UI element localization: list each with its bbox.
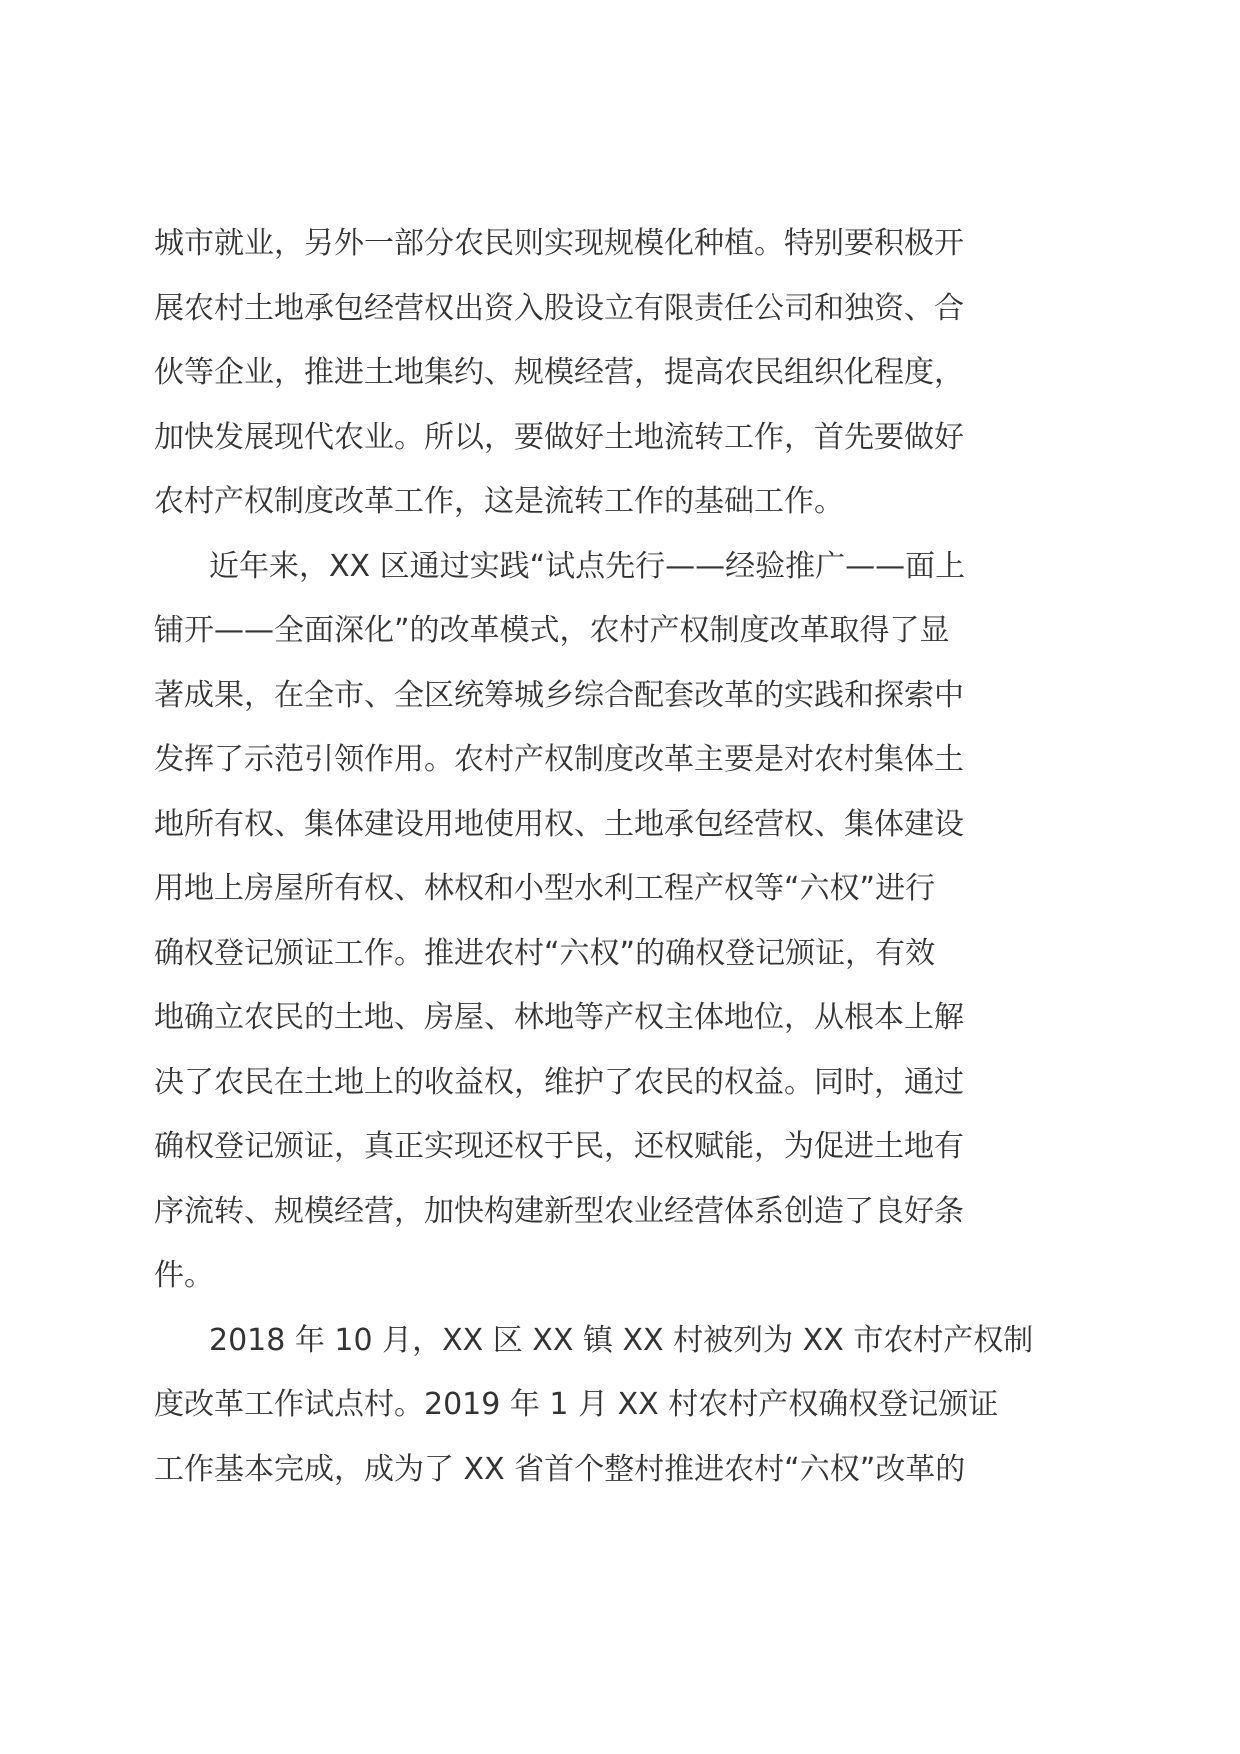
paragraph-2 xyxy=(154,535,1089,1309)
paragraph-line: 度改革工作试点村。2019 年 1 月 XX 村农村产权确权登记颁证 xyxy=(154,1387,999,1422)
paragraph-line: 地确立农民的土地、房屋、林地等产权主体地位，从根本上解 xyxy=(154,1000,964,1035)
paragraph-line: 伙等企业，推进土地集约、规模经营，提高农民组织化程度， xyxy=(154,355,964,390)
paragraph-line: 近年来，XX 区通过实践“试点先行——经验推广——面上 xyxy=(209,548,966,584)
document-body xyxy=(154,212,1089,1502)
paragraph-line: 用地上房屋所有权、林权和小型水利工程产权等“六权”进行 xyxy=(154,871,936,906)
paragraph-3 xyxy=(154,1309,1089,1503)
paragraph-1 xyxy=(154,212,1089,535)
paragraph-line: 确权登记颁证，真正实现还权于民，还权赋能，为促进土地有 xyxy=(154,1129,964,1164)
paragraph-line: 序流转、规模经营，加快构建新型农业经营体系创造了良好条 xyxy=(154,1193,964,1229)
paragraph-line: 加快发展现代农业。所以，要做好土地流转工作，首先要做好 xyxy=(154,419,964,455)
paragraph-line: 确权登记颁证工作。推进农村“六权”的确权登记颁证，有效 xyxy=(154,935,936,971)
paragraph-line: 农村产权制度改革工作，这是流转工作的基础工作。 xyxy=(154,484,844,519)
paragraph-line: 地所有权、集体建设用地使用权、土地承包经营权、集体建设 xyxy=(154,806,964,842)
paragraph-line: 城市就业，另外一部分农民则实现规模化种植。特别要积极开 xyxy=(154,226,964,261)
paragraph-line: 发挥了示范引领作用。农村产权制度改革主要是对农村集体土 xyxy=(154,742,964,777)
paragraph-line: 著成果，在全市、全区统筹城乡综合配套改革的实践和探索中 xyxy=(154,677,964,713)
paragraph-line: 展农村土地承包经营权出资入股设立有限责任公司和独资、合 xyxy=(154,290,964,326)
paragraph-line: 铺开——全面深化”的改革模式，农村产权制度改革取得了显 xyxy=(154,613,950,648)
paragraph-line: 决了农民在土地上的收益权，维护了农民的权益。同时，通过 xyxy=(154,1064,964,1100)
paragraph-line: 工作基本完成，成为了 XX 省首个整村推进农村“六权”改革的 xyxy=(154,1451,966,1487)
paragraph-line: 件。 xyxy=(154,1258,214,1293)
paragraph-line: 2018 年 10 月，XX 区 XX 镇 XX 村被列为 XX 市农村产权制 xyxy=(209,1322,1034,1358)
